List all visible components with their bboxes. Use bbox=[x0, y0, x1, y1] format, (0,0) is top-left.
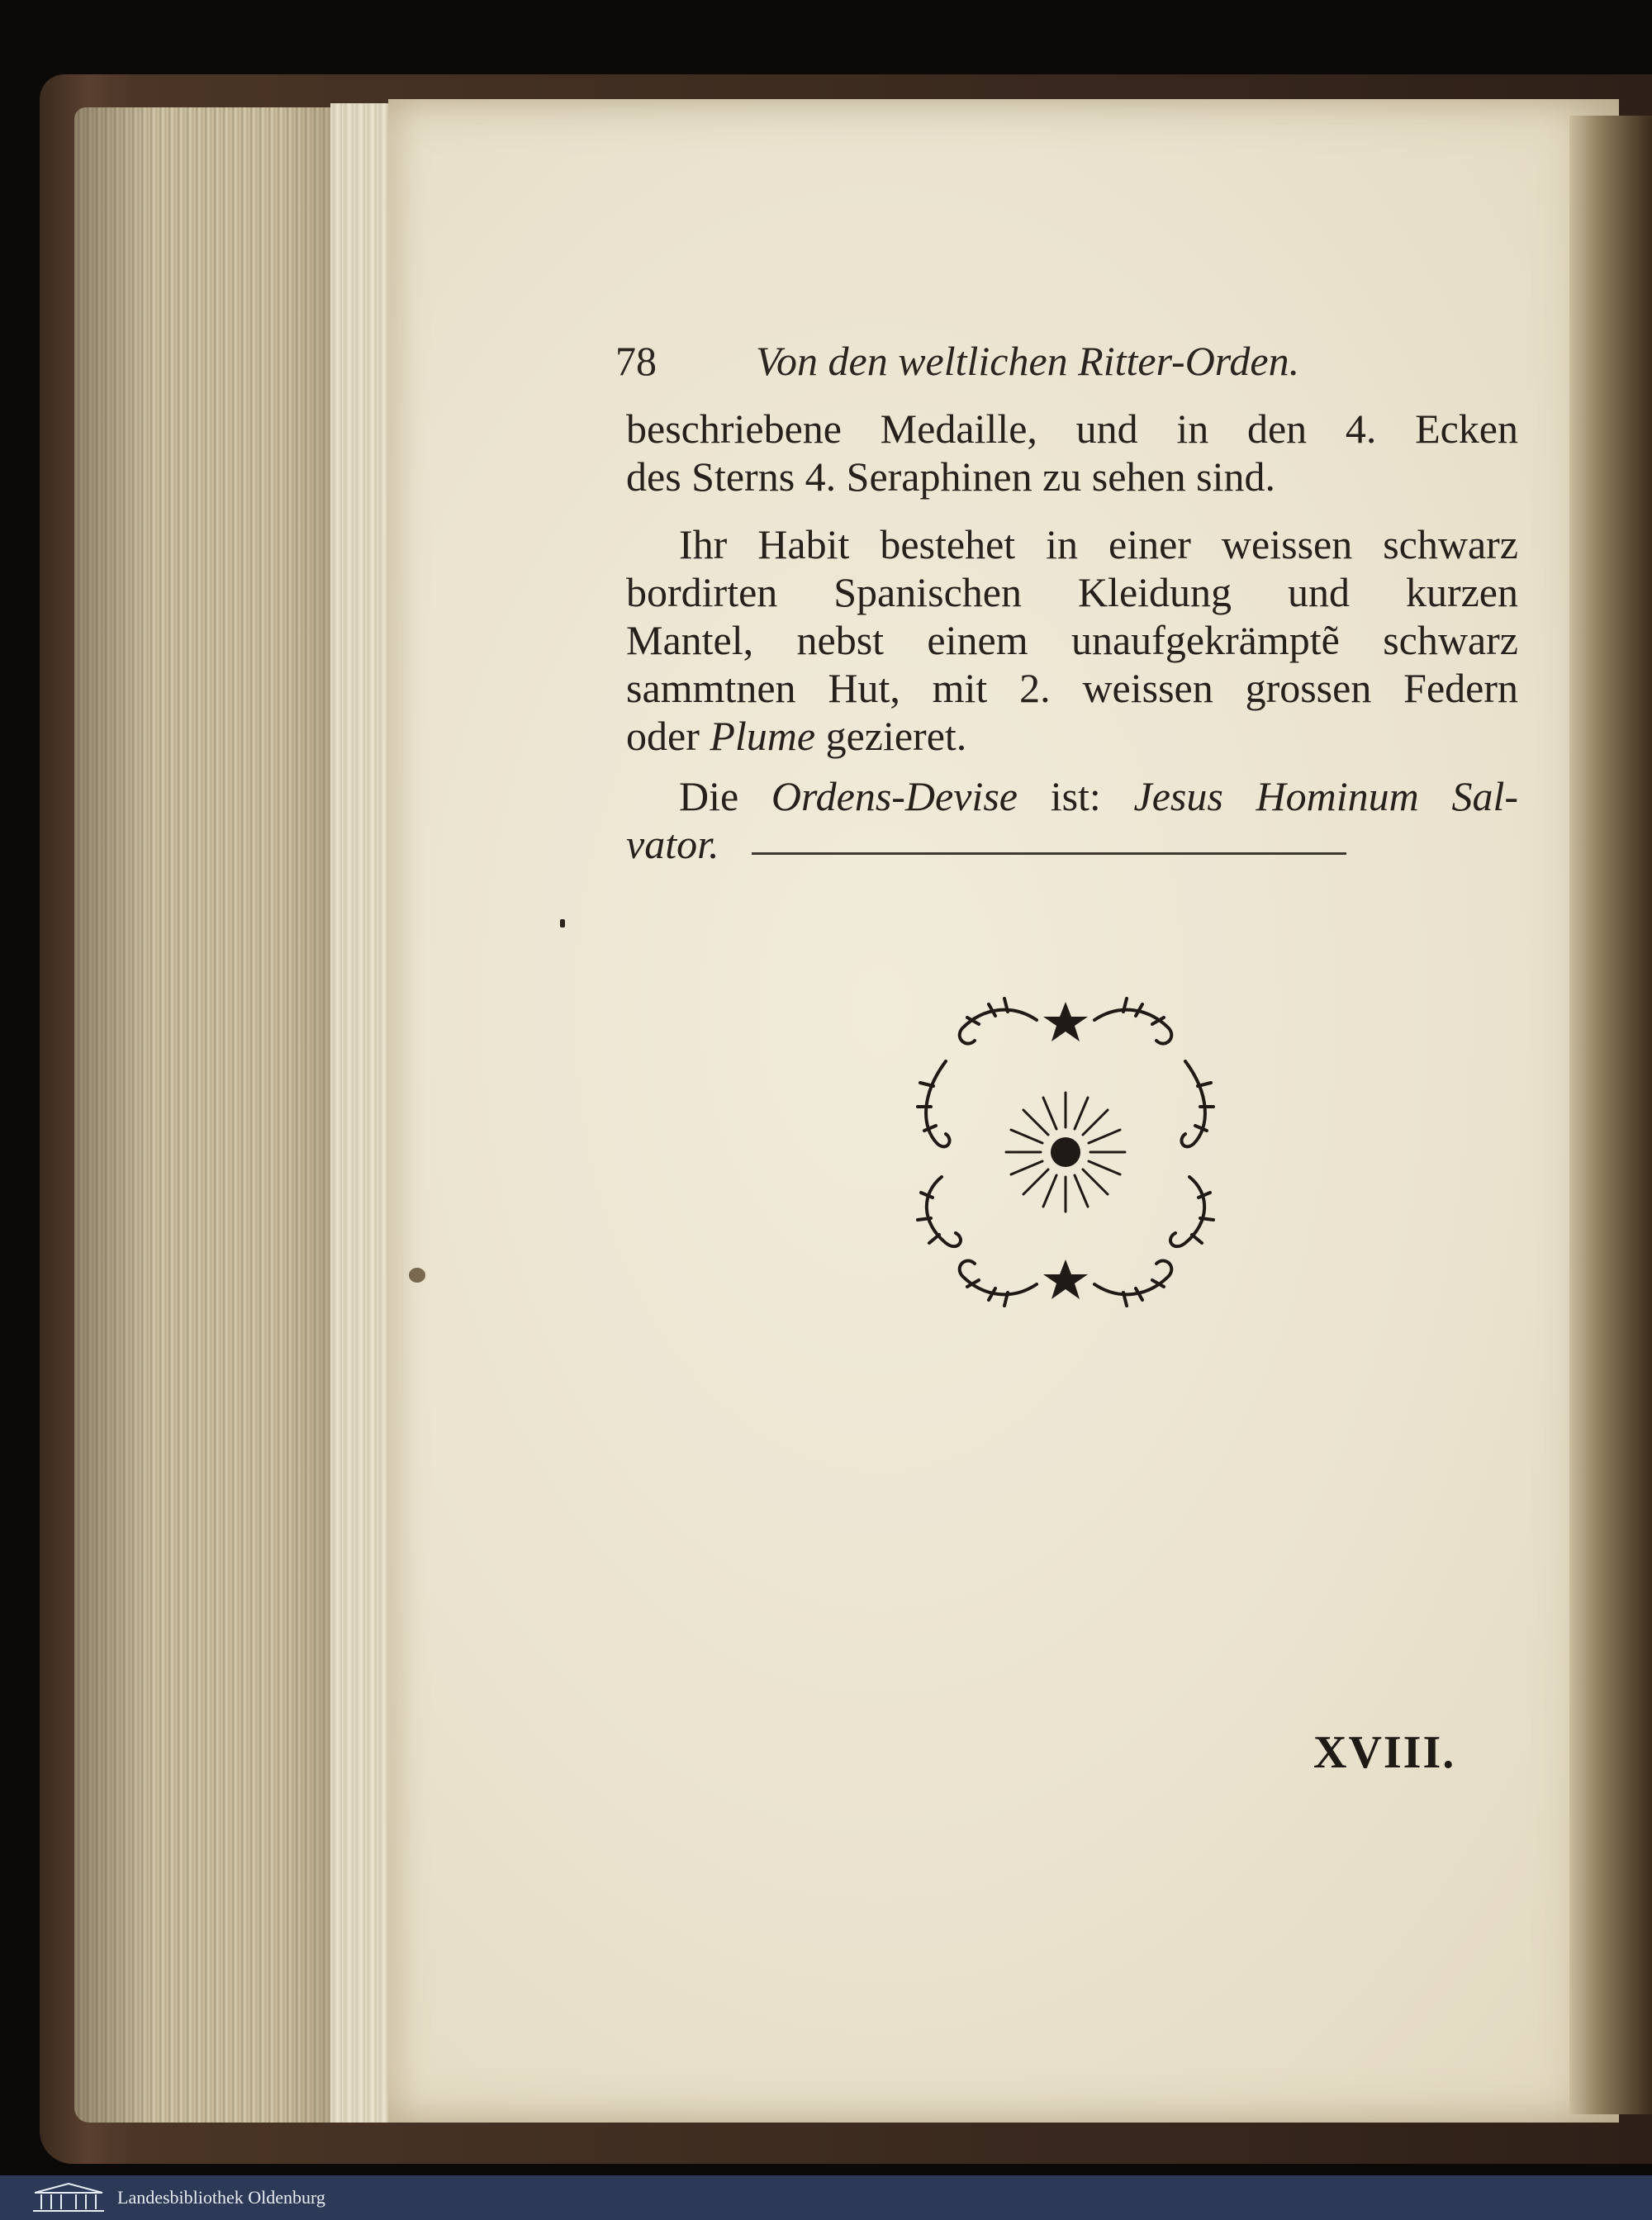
page-number: 78 bbox=[615, 338, 657, 384]
vignette-ornament bbox=[896, 987, 1235, 1317]
text-line bbox=[626, 772, 1518, 820]
library-building-icon bbox=[31, 2181, 106, 2214]
book-gutter bbox=[1569, 116, 1652, 2114]
italic-motto: Jesus Hominum Sal- bbox=[1133, 773, 1519, 819]
sunburst-icon bbox=[1006, 1093, 1125, 1212]
text-line: des Sterns 4. Seraphinen zu sehen sind. bbox=[626, 453, 1275, 500]
star-icon bbox=[1043, 1259, 1088, 1299]
ink-speck bbox=[560, 919, 565, 927]
text-line: bordirten Spanischen Kleidung und kurzen bbox=[626, 569, 1518, 615]
text-fragment: ist: bbox=[1050, 773, 1101, 819]
end-rule bbox=[752, 852, 1346, 855]
italic-term: Plume bbox=[710, 713, 816, 759]
text-line: Ihr Habit bestehet in einer weissen schwarz bbox=[679, 521, 1518, 567]
text-line: vator. bbox=[626, 821, 719, 867]
footer-bar bbox=[0, 2175, 1652, 2220]
italic-term: Ordens-Devise bbox=[771, 773, 1018, 819]
running-head-title: Von den weltlichen Ritter-Orden. bbox=[756, 338, 1300, 384]
text-line bbox=[626, 712, 1518, 760]
text-line: Mantel, nebst einem unaufgekrämptẽ schwarz bbox=[626, 617, 1518, 663]
text-fragment: Die bbox=[679, 773, 739, 819]
catchword: XVIII. bbox=[1313, 1727, 1456, 1778]
text-fragment: oder bbox=[626, 713, 700, 759]
star-icon bbox=[1043, 1002, 1088, 1041]
running-head bbox=[615, 337, 1375, 387]
page-stack bbox=[330, 103, 396, 2123]
paragraph-1 bbox=[626, 405, 1518, 500]
text-line: beschriebene Medaille, und in den 4. Ecken bbox=[626, 406, 1518, 452]
text-fragment: gezieret. bbox=[825, 713, 967, 759]
text-line: sammtnen Hut, mit 2. weissen grossen Federn bbox=[626, 665, 1518, 711]
page-edges bbox=[74, 107, 347, 2123]
paper-stain bbox=[409, 1268, 425, 1283]
paragraph-2 bbox=[626, 520, 1518, 760]
library-name: Landesbibliothek Oldenburg bbox=[117, 2187, 325, 2208]
